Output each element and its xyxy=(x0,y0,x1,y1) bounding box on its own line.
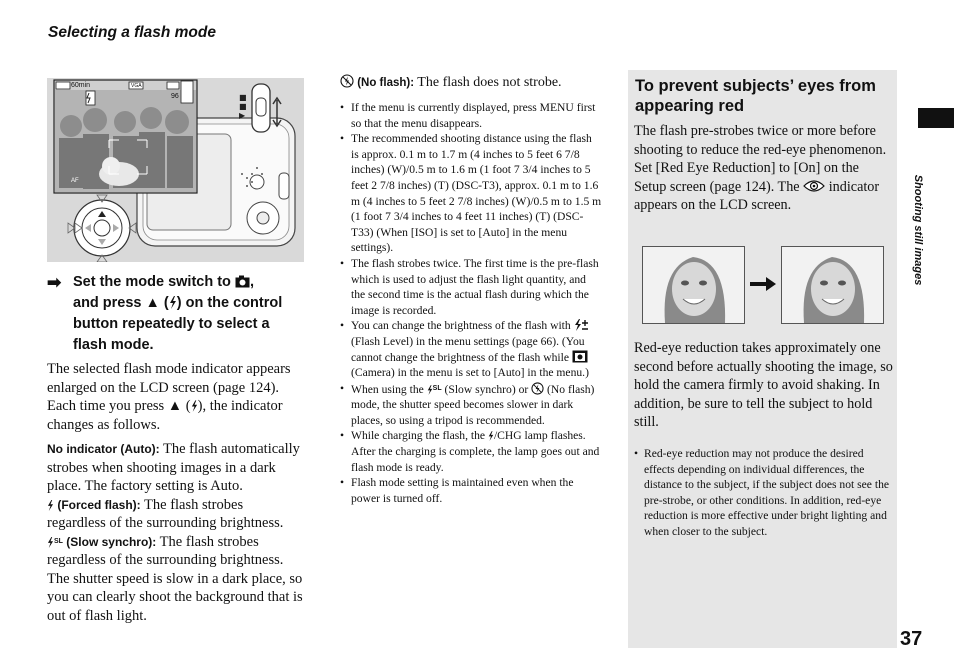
no-flash-text: The flash does not strobe. xyxy=(414,75,562,90)
camera-icon xyxy=(572,350,588,363)
arrow-right-icon xyxy=(750,277,776,291)
camera-illustration xyxy=(47,78,304,262)
intro-line-2: enlarged on the LCD screen (page 124). xyxy=(47,379,280,396)
note-item xyxy=(340,318,602,380)
intro-line-3-end: ), the indicator xyxy=(197,398,283,414)
note-item xyxy=(340,100,602,131)
section-label xyxy=(908,174,928,286)
lcd-af-text: AF xyxy=(71,178,79,184)
note-text: The recommended shooting distance using the flash is approx. 0.1 m to 1.7 m (4 inches to 5 feet 6 7/8 inches) (W)/0.5 m to 1.6 m (1 foot 7 3/4 inches to 5 feet 2 7/8 inches) (T) (DSC-T3), approx. 0.1 m to 1.6 m (4 inches to 5 feet 2 7/8 inches) (W)/0.5 m to 1.5 m (1 foot 7 3/4 inches to 4 feet 11 inches) (T) (DSC-T33) (When [ISO] is set to [Auto] in the menu settings). xyxy=(351,132,602,255)
note-text: (No flash) mode, the shutter speed becomes slower in dark places, so using a tripod is recommended. xyxy=(351,382,595,427)
camera-icon xyxy=(235,275,250,288)
face-after-image xyxy=(781,246,884,324)
redeye-text: Set [Red Eye Reduction] to [On] on the Setup screen (page 124). The xyxy=(634,160,859,195)
flash-icon xyxy=(169,296,177,309)
eye-icon xyxy=(803,179,825,193)
intro-line-3: Each time you press ▲ ( xyxy=(47,398,191,414)
flash-level-icon xyxy=(574,319,590,331)
mode-forced xyxy=(47,496,305,533)
notes-list xyxy=(340,100,602,506)
note-text: (Flash Level) in the menu settings (page 66). (You cannot change the brightness of the flash while xyxy=(351,334,585,364)
mode-forced-term: (Forced flash): xyxy=(54,497,141,512)
redeye-text: The flash pre-strobes twice or more before shooting to reduce the red-eye phenomenon. xyxy=(634,123,887,158)
mode-auto-term: No indicator (Auto): xyxy=(47,442,160,456)
intro-line-4: changes as follows. xyxy=(47,416,161,433)
slow-synchro-sl: SL xyxy=(54,537,63,545)
note-text: You can change the brightness of the flash with xyxy=(351,319,574,333)
page-title: Selecting a flash mode xyxy=(48,24,216,41)
no-flash-icon xyxy=(340,74,354,88)
section-label-text: Shooting still images xyxy=(912,174,924,286)
section-tab-marker xyxy=(918,108,954,128)
mode-forced-text: The flash strobes regardless of the surrounding brightness. xyxy=(47,496,284,531)
lcd-battery-text: 60min xyxy=(71,82,91,89)
note-text: If the menu is currently displayed, press MENU first so that the menu disappears. xyxy=(351,101,596,130)
intro-paragraph xyxy=(47,360,305,434)
flash-icon xyxy=(47,537,54,548)
note-text: Flash mode setting is maintained even when the power is turned off. xyxy=(351,476,574,505)
no-flash-term: (No flash): xyxy=(354,77,415,89)
face-before-image xyxy=(642,246,745,324)
note-item xyxy=(340,256,602,318)
note-item xyxy=(340,131,602,256)
step-instruction xyxy=(47,272,307,356)
note-item xyxy=(340,428,602,475)
svg-text:▶: ▶ xyxy=(239,111,246,120)
step-line-4: flash mode. xyxy=(73,337,154,353)
flash-icon xyxy=(47,500,54,511)
redeye-note xyxy=(634,446,892,540)
note-text: The flash strobes twice. The first time is the pre-flash which is used to adjust the flash light quantity, and the second time is the actual flash during which the image is recorded. xyxy=(351,256,599,317)
mode-slow-text: The flash strobes regardless of the surrounding brightness. The shutter speed is slow in a dark place, so you can clearly shoot the background that is out of flash light. xyxy=(47,533,303,624)
flash-icon xyxy=(191,400,198,412)
note-item xyxy=(340,381,602,429)
step-line-2: and press ▲ ( xyxy=(73,295,169,311)
mode-no-flash xyxy=(340,74,610,91)
page-number: 37 xyxy=(900,628,923,650)
svg-text:■: ■ xyxy=(239,102,247,111)
note-item xyxy=(340,475,602,506)
lcd-count-text: 96 xyxy=(171,93,179,100)
mode-slow xyxy=(47,533,305,626)
step-line-3: button repeatedly to select a xyxy=(73,316,270,332)
intro-line-1: The selected flash mode indicator appears xyxy=(47,361,291,377)
note-text: (Camera) in the menu is set to [Auto] in the menu.) xyxy=(351,366,589,380)
arrow-right-icon: ➡ xyxy=(47,273,62,292)
step-line-1-end: , xyxy=(249,274,254,290)
note-item xyxy=(634,446,892,540)
slow-synchro-sl: SL xyxy=(432,384,442,392)
note-text: When using the xyxy=(351,382,427,396)
note-text: While charging the flash, the xyxy=(351,429,488,443)
redeye-title: To prevent subjects’ eyes from appearing red xyxy=(635,77,876,115)
flash-mode-list xyxy=(47,440,305,625)
no-flash-icon xyxy=(531,382,544,395)
note-text: /CHG lamp flashes. After the charging is complete, the lamp goes out and flash mode is ready. xyxy=(351,429,600,474)
note-text: (Slow synchro) or xyxy=(441,382,532,396)
redeye-paragraph-2: Red-eye reduction takes approximately one second before actually shooting the image, so hold the camera firmly to avoid shaking. In addition, be sure to tell the subject to hold still. xyxy=(634,340,893,430)
lcd-vga-text: VGA xyxy=(131,83,142,89)
mode-auto xyxy=(47,440,305,496)
mode-auto-text: The flash automatically strobes when shooting images in a dark place. The factory setting is Auto. xyxy=(47,441,300,494)
step-line-2-end: ) on the control xyxy=(176,295,283,311)
note-text: Red-eye reduction may not produce the desired effects depending on individual differences, the distance to the subject, if the subject does not see the pre-strobe, or other conditions. In addition, red-eye reduction is more effective under bright lighting and when closer to the subject. xyxy=(644,447,890,538)
svg-text:■: ■ xyxy=(239,93,247,102)
step-line-1: Set the mode switch to xyxy=(73,274,235,290)
redeye-paragraph-1 xyxy=(634,122,894,215)
redeye-text: indicator appears on the LCD screen. xyxy=(634,178,880,213)
mode-slow-term: (Slow synchro): xyxy=(62,534,157,549)
